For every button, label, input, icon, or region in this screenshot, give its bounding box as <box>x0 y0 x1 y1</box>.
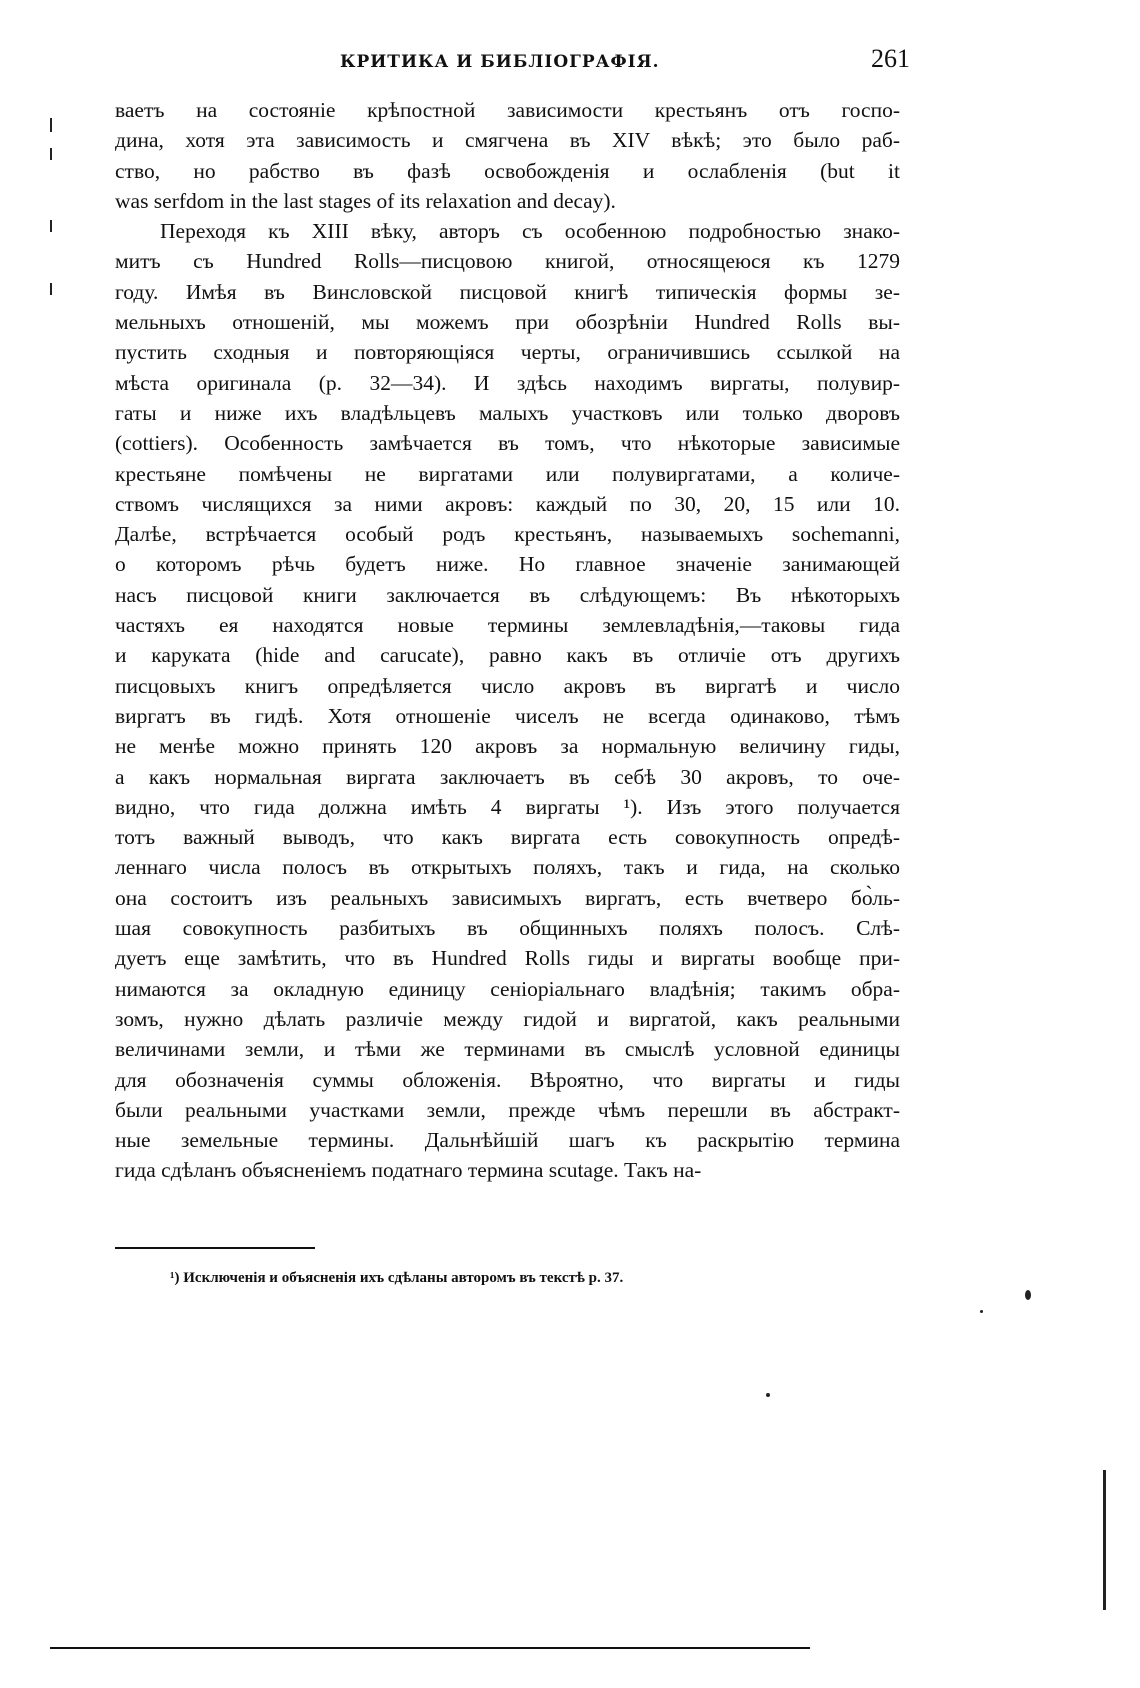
text-line: писцовыхъ книгъ опредѣляется число акровъ въ виргатѣ и число <box>115 673 900 698</box>
page-header <box>110 42 910 82</box>
text-line: Переходя къ XIII вѣку, авторъ съ особенною подробностью знако- <box>160 219 900 244</box>
margin-mark <box>1103 1470 1106 1610</box>
text-line: видно, что гида должна имѣть 4 виргаты ¹). Изъ этого получается <box>115 794 900 819</box>
ink-speck <box>980 1310 983 1313</box>
running-title: КРИТИКА И БИБЛІОГРАФІЯ. <box>340 52 660 72</box>
text-line: году. Имѣя въ Винсловской писцовой книгѣ типическія формы зе- <box>115 279 900 304</box>
page-number: 261 <box>871 44 910 73</box>
text-line: ствомъ числящихся за ними акровъ: каждый по 30, 20, 15 или 10. <box>115 491 900 516</box>
text-line: величинами земли, и тѣми же терминами въ смыслѣ условной единицы <box>115 1037 900 1062</box>
text-line: гида сдѣланъ объясненіемъ податнаго термина scutage. Такъ на- <box>115 1158 702 1183</box>
text-line: мѣста оригинала (p. 32—34). И здѣсь находимъ виргаты, полувир- <box>115 370 900 395</box>
text-line: Далѣе, встрѣчается особый родъ крестьянъ, называемыхъ sochemanni, <box>115 522 900 547</box>
text-line: крестьяне помѣчены не виргатами или полувиргатами, а количе- <box>115 461 900 486</box>
text-line: ваетъ на состояніе крѣпостной зависимости крестьянъ отъ госпо- <box>115 98 900 122</box>
text-line: нимаются за окладную единицу сеніоріальнаго владѣнія; такимъ обра- <box>115 976 900 1001</box>
text-line: для обозначенія суммы обложенія. Вѣроятно, что виргаты и гиды <box>115 1067 900 1092</box>
ink-speck <box>766 1393 770 1397</box>
text-line: пустить сходныя и повторяющіяся черты, ограничившись ссылкой на <box>115 340 900 365</box>
text-line: гаты и ниже ихъ владѣльцевъ малыхъ участковъ или только дворовъ <box>115 400 900 425</box>
text-line: леннаго числа полосъ въ открытыхъ поляхъ, такъ и гида, на сколько <box>115 855 900 880</box>
paragraph-1 <box>115 95 900 216</box>
margin-mark <box>50 148 52 160</box>
footnote-divider <box>115 1247 315 1249</box>
margin-mark <box>50 283 52 295</box>
bottom-rule <box>50 1647 810 1649</box>
text-line: были реальными участками земли, прежде чѣмъ перешли въ абстракт- <box>115 1097 900 1122</box>
text-line: а какъ нормальная виргата заключаетъ въ себѣ 30 акровъ, то оче- <box>115 764 900 789</box>
body-text <box>115 95 900 1186</box>
ink-speck <box>1025 1290 1031 1300</box>
text-line: о которомъ рѣчь будетъ ниже. Но главное значеніе занимающей <box>115 552 900 577</box>
text-line: (cottiers). Особенность замѣчается въ томъ, что нѣкоторые зависимые <box>115 431 900 456</box>
text-line: насъ писцовой книги заключается въ слѣдующемъ: Въ нѣкоторыхъ <box>115 582 900 607</box>
margin-mark <box>50 220 52 232</box>
paragraph-2 <box>115 216 900 1186</box>
text-line: дуетъ еще замѣтить, что въ Hundred Rolls гиды и виргаты вообще при- <box>115 946 900 971</box>
text-line: виргатъ въ гидѣ. Хотя отношеніе чиселъ не всегда одинаково, тѣмъ <box>115 703 900 728</box>
text-line: она состоитъ изъ реальныхъ зависимыхъ виргатъ, есть вчетверо бо̀ль- <box>115 885 900 910</box>
text-line: тотъ важный выводъ, что какъ виргата есть совокупность опредѣ- <box>115 825 900 850</box>
text-line: шая совокупность разбитыхъ въ общинныхъ поляхъ полосъ. Слѣ- <box>115 916 900 941</box>
text-line: и каруката (hide and carucate), равно какъ въ отличіе отъ другихъ <box>115 643 900 668</box>
text-line: зомъ, нужно дѣлать различіе между гидой и виргатой, какъ реальными <box>115 1006 900 1031</box>
text-line: ство, но рабство въ фазѣ освобожденія и ослабленія (but it <box>115 158 900 183</box>
margin-mark <box>50 118 52 132</box>
text-line: не менѣе можно принять 120 акровъ за нормальную величину гиды, <box>115 734 900 759</box>
text-line: was serfdom in the last stages of its relaxation and decay). <box>115 188 616 213</box>
text-line: митъ съ Hundred Rolls—писцовою книгой, относящеюся къ 1279 <box>115 249 900 274</box>
text-line: мельныхъ отношеній, мы можемъ при обозрѣніи Hundred Rolls вы- <box>115 310 900 335</box>
text-line: дина, хотя эта зависимость и смягчена въ XIV вѣкѣ; это было раб- <box>115 128 900 153</box>
text-line: ные земельные термины. Дальнѣйшій шагъ къ раскрытію термина <box>115 1128 900 1153</box>
footnote: ¹) Исключенія и объясненія ихъ сдѣланы авторомъ въ текстѣ p. 37. <box>170 1270 624 1286</box>
text-line: частяхъ ея находятся новые термины землевладѣнія,—таковы гида <box>115 613 900 638</box>
